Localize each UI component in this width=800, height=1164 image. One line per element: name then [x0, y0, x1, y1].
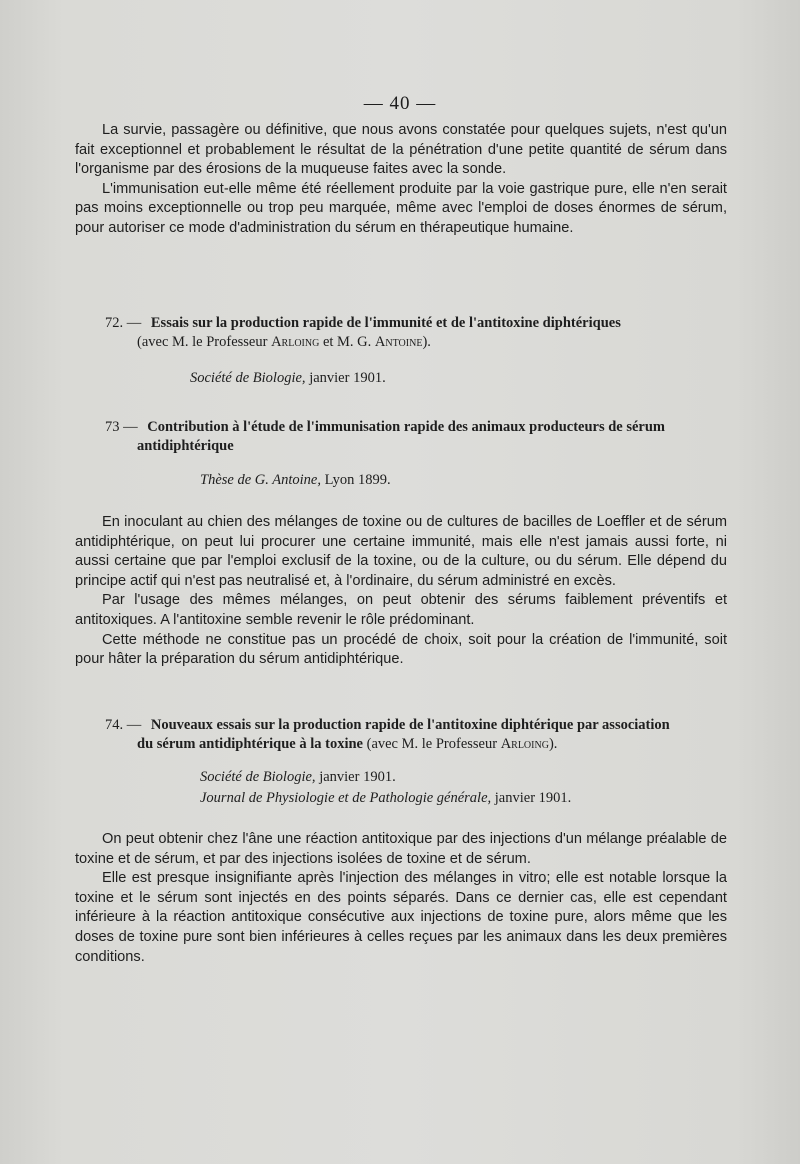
reference-journal: Journal de Physiologie et de Pathologie générale,	[200, 790, 492, 806]
entry-73	[105, 418, 730, 456]
collab-name: Antoine	[374, 334, 423, 350]
section-3-text	[75, 830, 727, 967]
reference-journal: Société de Biologie,	[190, 370, 306, 386]
reference-thesis: Thèse de G. Antoine,	[200, 472, 321, 488]
paragraph: Cette méthode ne constitue pas un procédé de choix, soit pour la création de l'immunité, soit pour hâter la préparation du sérum antidiphtérique.	[75, 631, 727, 668]
entry-72-reference	[190, 368, 386, 389]
collab-name: Arloing	[271, 334, 320, 350]
entry-74-reference-1	[200, 767, 396, 788]
entry-74-title	[105, 716, 730, 735]
reference-place: Lyon 1899.	[324, 472, 391, 488]
collab-suffix: ).	[548, 736, 558, 752]
paragraph: En inoculant au chien des mélanges de toxine ou de cultures de bacilles de Loeffler et de sérum antidiphtérique, on peut lui procurer une certaine immunité, mais elle n'est jamais aussi forte, ni aussi certaine que par l'emploi exclusif de la toxine, ou de la culture, ou du sérum. Elle dépend du principe actif qui n'est pas neutralisé et, à l'ordinaire, du sérum administré en excès.	[75, 514, 727, 589]
entry-73-title	[105, 418, 730, 437]
section-2-text	[75, 513, 727, 670]
paragraph: Elle est presque insignifiante après l'injection des mélanges in vitro; elle est notable lorsque la toxine et le sérum sont injectés en des points séparés. Dans ce dernier cas, elle est cependant inférieure à la réaction antitoxique consécutive aux injections de toxine pure, alors même que les doses de toxine pure sont bien inférieures à celles reçues par les animaux dans les deux premières conditions.	[75, 870, 727, 965]
entry-73-title-cont: antidiphtérique	[137, 438, 234, 454]
entry-72	[105, 314, 730, 352]
collab-mid: et M. G.	[322, 334, 372, 350]
reference-journal: Société de Biologie,	[200, 769, 316, 785]
collab-name: Arloing	[500, 736, 549, 752]
entry-title-text: du sérum antidiphtérique à la toxine	[137, 736, 363, 752]
entry-number: 72. —	[105, 315, 142, 331]
collab-prefix: (avec M. le Professeur	[366, 736, 498, 752]
paragraph: La survie, passagère ou définitive, que nous avons constatée pour quelques sujets, n'est qu'un fait exceptionnel et probablement le résultat de la pénétration d'une petite quantité de sérum dans l'organisme par des érosions de la muqueuse faites avec la sonde.	[75, 122, 727, 178]
entry-title-text: Essais sur la production rapide de l'immunité et de l'antitoxine diphtériques	[150, 315, 621, 331]
collab-prefix: (avec M. le Professeur	[137, 334, 268, 350]
entry-74-title-cont	[105, 735, 730, 754]
section-1-text	[75, 121, 727, 239]
reference-date: janvier 1901.	[319, 769, 396, 785]
reference-date: janvier 1901.	[494, 790, 572, 806]
entry-74	[105, 716, 730, 754]
paragraph: L'immunisation eut-elle même été réellement produite par la voie gastrique pure, elle n'en serait pas moins exceptionnelle ou trop peu marquée, même avec l'emploi de doses énormes de sérum, pour autoriser ce mode d'administration du sérum en thérapeutique humaine.	[75, 180, 727, 236]
entry-title-text: Nouveaux essais sur la production rapide de l'antitoxine diphtérique par association	[150, 717, 670, 733]
paragraph: Par l'usage des mêmes mélanges, on peut obtenir des sérums faiblement préventifs et antitoxiques. A l'antitoxine semble revenir le rôle prédominant.	[75, 592, 727, 628]
paragraph: On peut obtenir chez l'âne une réaction antitoxique par des injections d'un mélange préalable de toxine et de sérum, et par des injections isolées de toxine et de sérum.	[75, 831, 727, 867]
entry-72-title	[105, 314, 730, 333]
entry-title-text: Contribution à l'étude de l'immunisation rapide des animaux producteurs de sérum	[147, 419, 666, 435]
entry-74-reference-2	[200, 788, 571, 809]
collab-suffix: ).	[422, 334, 431, 350]
entry-number: 73 —	[105, 419, 138, 435]
reference-date: janvier 1901.	[309, 370, 386, 386]
entry-72-collaborators	[105, 333, 730, 352]
entry-73-reference	[200, 470, 391, 491]
entry-number: 74. —	[105, 717, 142, 733]
page-number: — 40 —	[363, 93, 437, 114]
